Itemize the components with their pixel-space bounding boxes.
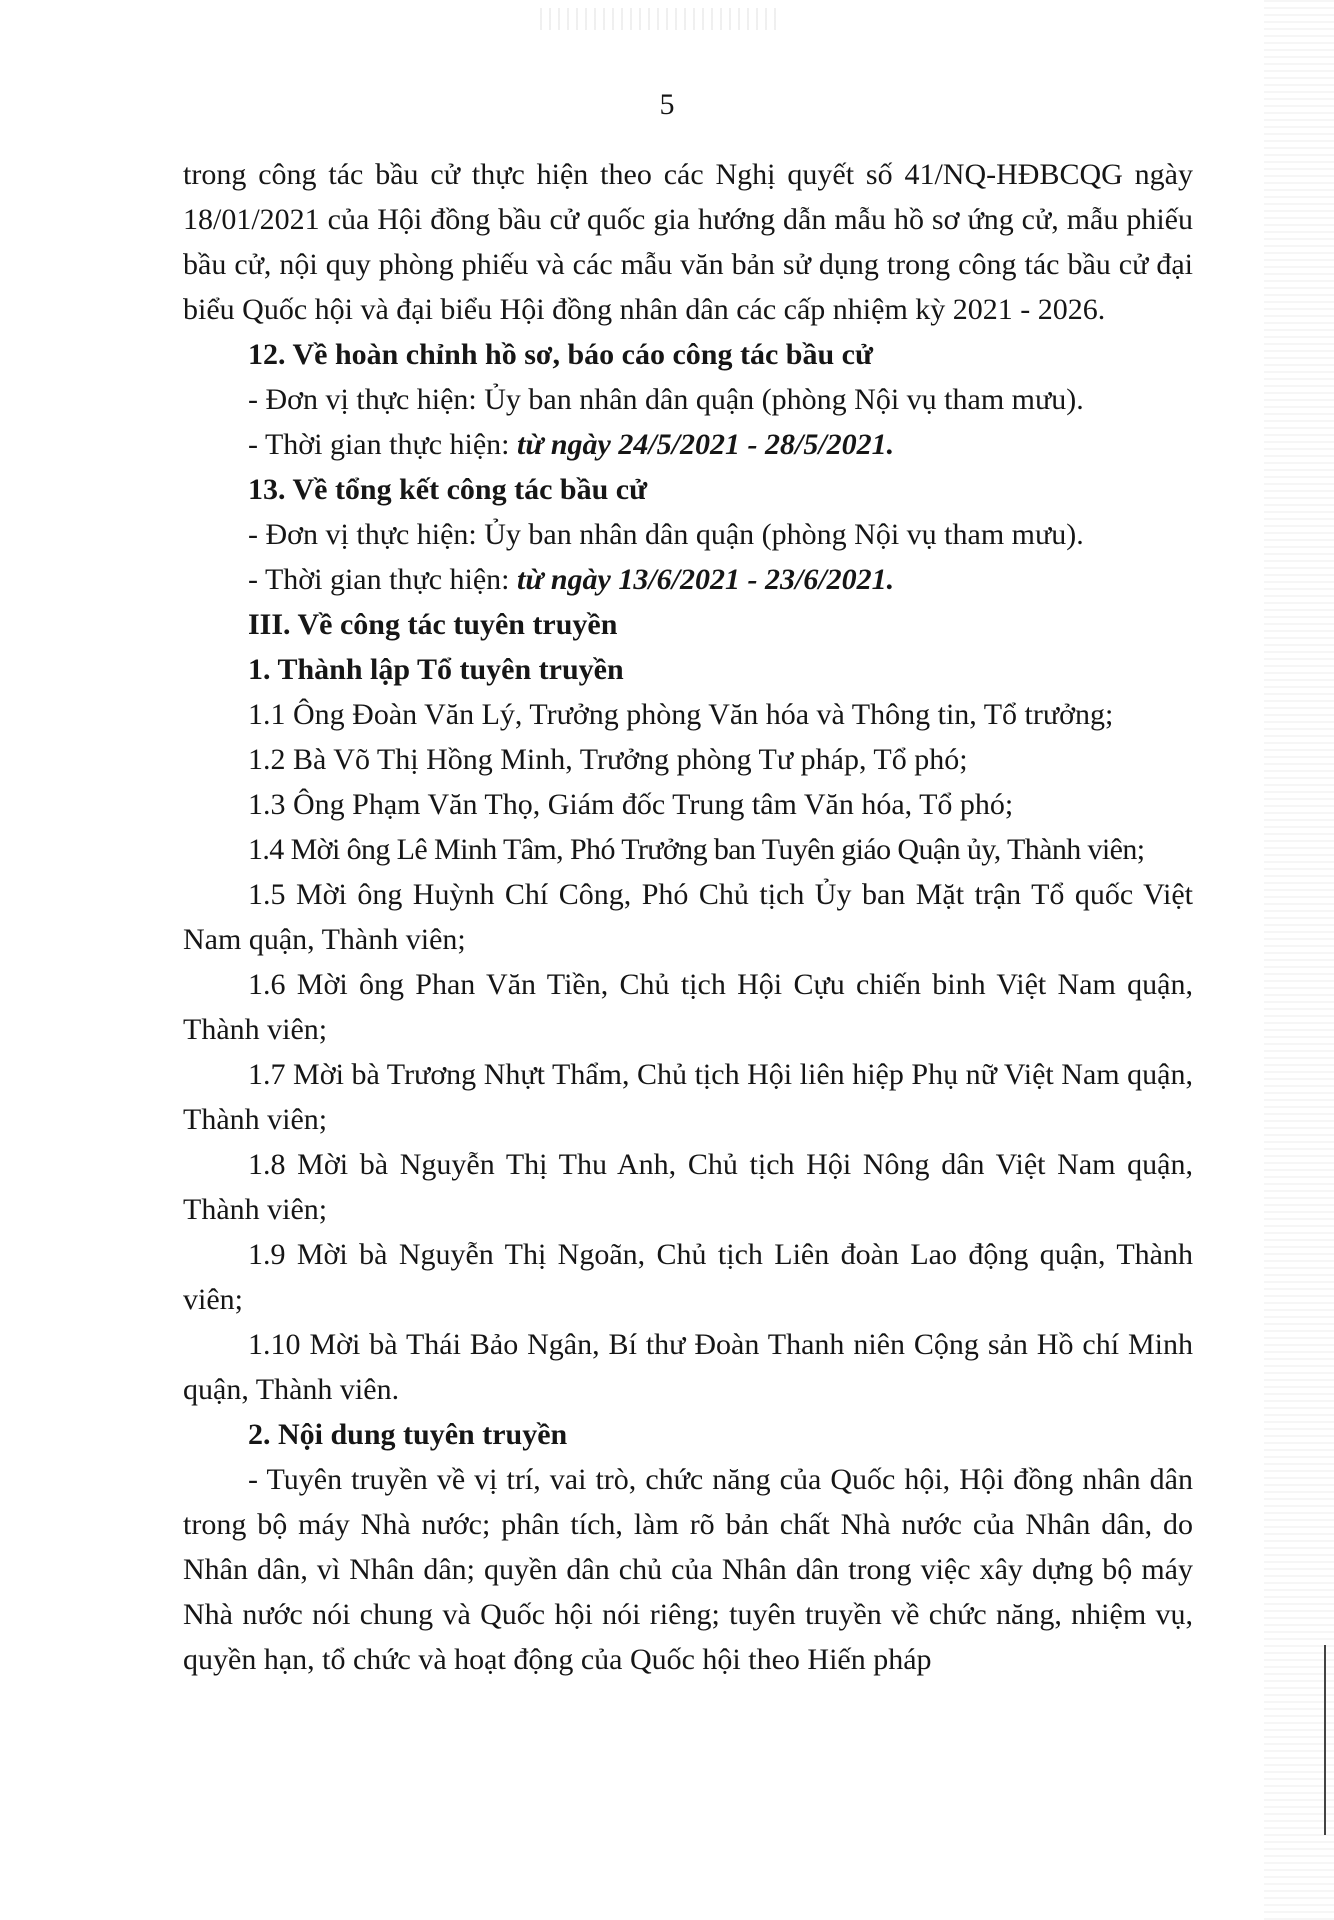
propaganda-content-heading: 2. Nội dung tuyên truyền: [248, 1418, 568, 1451]
section-13-time: [183, 557, 1193, 602]
paragraph-election-resolution: trong công tác bầu cử thực hiện theo các Nghị quyết số 41/NQ-HĐBCQG ngày 18/01/2021 của Hội đồng bầu cử quốc gia hướng dẫn mẫu hồ sơ ứng cử, mẫu phiếu bầu cử, nội quy phòng phiếu và các mẫu văn bản sử dụng trong công tác bầu cử đại biểu Quốc hội và đại biểu Hội đồng nhân dân các cấp nhiệm kỳ 2021 - 2026.: [183, 158, 1193, 326]
team-member-item: 1.5 Mời ông Huỳnh Chí Công, Phó Chủ tịch Ủy ban Mặt trận Tổ quốc Việt Nam quận, Thành viên;: [183, 878, 1193, 956]
propaganda-team-heading: 1. Thành lập Tổ tuyên truyền: [248, 653, 624, 686]
scan-edge-line: [1324, 1645, 1326, 1835]
body-text: [183, 152, 1193, 1682]
page-number: 5: [659, 88, 675, 121]
team-member-item: 1.4 Mời ông Lê Minh Tâm, Phó Trưởng ban Tuyên giáo Quận ủy, Thành viên;: [248, 833, 1145, 866]
team-member-item: 1.7 Mời bà Trương Nhựt Thẩm, Chủ tịch Hội liên hiệp Phụ nữ Việt Nam quận, Thành viên;: [183, 1058, 1193, 1136]
section-12-time: [183, 422, 1193, 467]
team-member-item: 1.3 Ông Phạm Văn Thọ, Giám đốc Trung tâm Văn hóa, Tổ phó;: [248, 788, 1014, 821]
section-13-time-value: từ ngày 13/6/2021 - 23/6/2021.: [517, 563, 895, 596]
section-12-heading: 12. Về hoàn chỉnh hồ sơ, báo cáo công tác bầu cử: [248, 338, 873, 371]
section-12-unit: - Đơn vị thực hiện: Ủy ban nhân dân quận (phòng Nội vụ tham mưu).: [248, 383, 1084, 416]
section-III-heading: III. Về công tác tuyên truyền: [248, 608, 618, 641]
scan-edge-noise: [1264, 0, 1334, 1920]
team-member-item: 1.10 Mời bà Thái Bảo Ngân, Bí thư Đoàn Thanh niên Cộng sản Hồ chí Minh quận, Thành viên.: [183, 1328, 1193, 1406]
team-member-item: 1.6 Mời ông Phan Văn Tiền, Chủ tịch Hội Cựu chiến binh Việt Nam quận, Thành viên;: [183, 968, 1193, 1046]
scan-top-noise: [540, 8, 780, 30]
section-13-time-label: - Thời gian thực hiện:: [248, 563, 518, 596]
team-member-item: 1.2 Bà Võ Thị Hồng Minh, Trưởng phòng Tư pháp, Tổ phó;: [248, 743, 968, 776]
section-12-time-label: - Thời gian thực hiện:: [248, 428, 518, 461]
section-13-unit: - Đơn vị thực hiện: Ủy ban nhân dân quận (phòng Nội vụ tham mưu).: [248, 518, 1084, 551]
team-member-item: 1.1 Ông Đoàn Văn Lý, Trưởng phòng Văn hóa và Thông tin, Tổ trưởng;: [248, 698, 1114, 731]
team-member-item: 1.8 Mời bà Nguyễn Thị Thu Anh, Chủ tịch Hội Nông dân Việt Nam quận, Thành viên;: [183, 1148, 1193, 1226]
propaganda-content-paragraph: - Tuyên truyền về vị trí, vai trò, chức năng của Quốc hội, Hội đồng nhân dân trong bộ máy Nhà nước; phân tích, làm rõ bản chất Nhà nước của Nhân dân, do Nhân dân, vì Nhân dân; quyền dân chủ của Nhân dân trong việc xây dựng bộ máy Nhà nước nói chung và Quốc hội nói riêng; tuyên truyền về chức năng, nhiệm vụ, quyền hạn, tổ chức và hoạt động của Quốc hội theo Hiến pháp: [183, 1463, 1193, 1676]
section-13-heading: 13. Về tổng kết công tác bầu cử: [248, 473, 648, 506]
section-12-time-value: từ ngày 24/5/2021 - 28/5/2021.: [517, 428, 895, 461]
team-member-item: 1.9 Mời bà Nguyễn Thị Ngoãn, Chủ tịch Liên đoàn Lao động quận, Thành viên;: [183, 1238, 1193, 1316]
